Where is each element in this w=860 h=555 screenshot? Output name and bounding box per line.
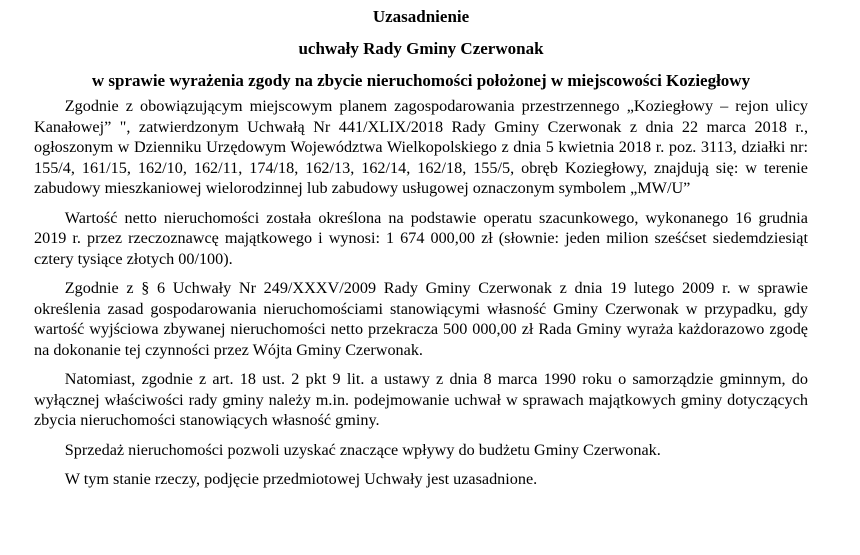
paragraph-resolution-rule: Zgodnie z § 6 Uchwały Nr 249/XXXV/2009 Rady Gminy Czerwonak z dnia 19 lutego 2009 r. w sprawie określenia zasad gospodarowania nieruchomościami stanowiącymi własność Gminy Czerwonak w przypadku, gdy wartość wyjściowa zbywanej nieruchomości netto przekracza 500 000,00 zł Rada Gminy wyraża każdorazowo zgodę na dokonanie tej czynności przez Wójta Gminy Czerwonak. — [34, 279, 808, 359]
paragraph-budget-income: Sprzedaż nieruchomości pozwoli uzyskać znaczące wpływy do budżetu Gminy Czerwonak. — [64, 440, 661, 459]
paragraph-legal-basis: Natomiast, zgodnie z art. 18 ust. 2 pkt 9 lit. a ustawy z dnia 8 marca 1990 roku o samorządzie gminnym, do wyłącznej właściwości rady gminy należy m.in. podejmowanie uchwał w sprawach majątkowych gminy dotyczących zbycia nieruchomości stanowiących własność gminy. — [34, 370, 808, 429]
document-subheading: uchwały Rady Gminy Czerwonak — [298, 39, 544, 58]
paragraph-property-value: Wartość netto nieruchomości została określona na podstawie operatu szacunkowego, wykonanego 16 grudnia 2019 r. przez rzeczoznawcę majątkowego i wynosi: 1 674 000,00 zł (słownie: jeden milion sześćset siedemdziesiąt cztery tysiące złotych 00/100). — [34, 208, 808, 268]
document-page — [34, 7, 808, 490]
document-heading: Uzasadnienie — [372, 7, 470, 26]
document-subject: w sprawie wyrażenia zgody na zbycie nieruchomości położonej w miejscowości Koziegłowy — [91, 71, 751, 90]
paragraph-zoning-plan: Zgodnie z obowiązującym miejscowym planem zagospodarowania przestrzennego „Koziegłowy – rejon ulicy Kanałowej” ", zatwierdzonym Uchwałą Nr 441/XLIX/2018 Rady Gminy Czerwonak z dnia 22 marca 2018 r., ogłoszonym w Dzienniku Urzędowym Województwa Wielkopolskiego z dnia 5 kwietnia 2018 r. poz. 3113, działki nr: 155/4, 161/15, 162/10, 162/11, 174/18, 162/13, 162/14, 162/18, 155/5, obręb Koziegłowy, znajdują się: w terenie zabudowy mieszkaniowej wielorodzinnej lub zabudowy usługowej oznaczonym symbolem „MW/U” — [34, 97, 808, 197]
paragraph-conclusion: W tym stanie rzeczy, podjęcie przedmiotowej Uchwały jest uzasadnione. — [64, 470, 538, 488]
